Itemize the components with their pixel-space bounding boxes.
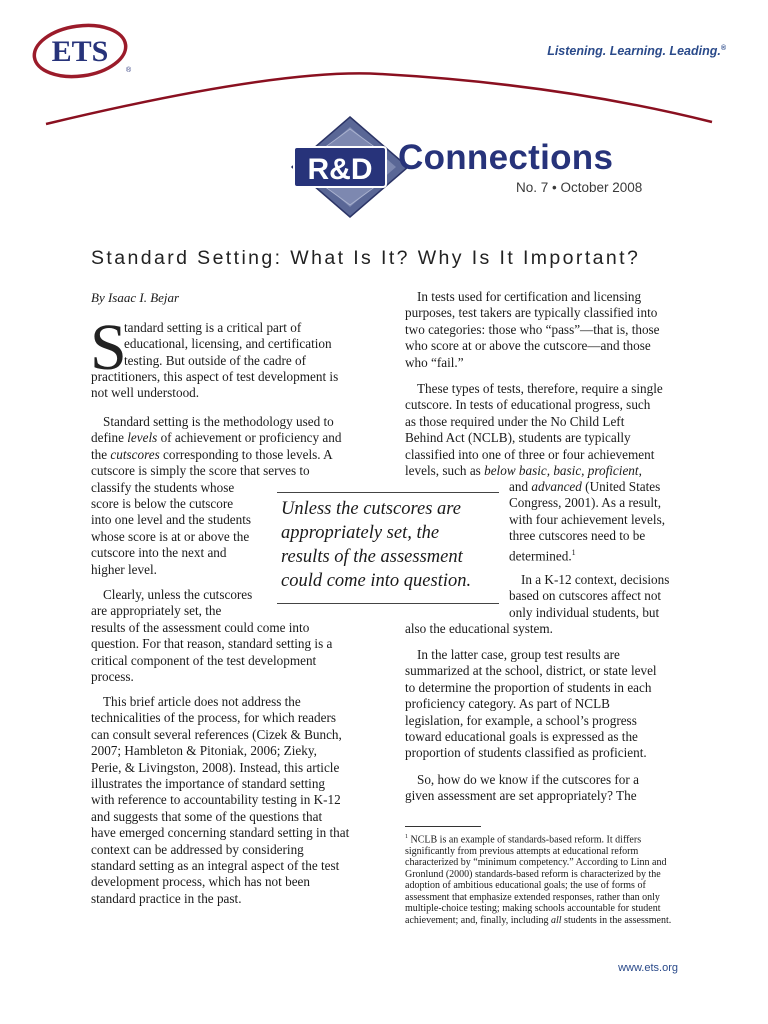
paragraph-group-results: In the latter case, group test results are summarized at the school, district, or state level to determine the proportion of students in each proficiency category. As part of NCLB legislation, for example, a school’s progress toward educational goals is expressed as the proportion of students classified as proficient. (405, 647, 657, 761)
website-link[interactable]: www.ets.org (618, 962, 678, 974)
svg-text:®: ® (126, 67, 132, 74)
publication-title: Connections (398, 138, 614, 177)
paragraph-k12-lines-1-3: In a K-12 context, decisions based on cutscores affect not only individual students, but (509, 572, 670, 620)
paragraph-scope: This brief article does not address the technicalities of the process, for which readers can consult several references (Cizek & Bunch, 2007; Hambleton & Pitoniak, 2006; Zieky, Perie, & Livingston, 2008). Instead, this article illustrates the importance of standard setting with reference to accountability testing in K-12 and suggests that some of the questions that have emerged concerning standard setting in that context can be addressed by considering standard setting as an integral aspect of the test development process, which has not been standard practice in the past. (91, 694, 350, 906)
svg-text:ETS: ETS (51, 35, 109, 68)
paragraph-single-cutscore: These types of tests, therefore, require a single cutscore. In tests of educational progress, such as those required under the No Child Left Behind Act (NCLB), students are typically classified into one of three or four achievement levels, such as below basic, basic, proficient, (405, 381, 663, 479)
paragraph-single-cutscore-tail: and advanced (United States Congress, 2001). As a result, with four achievement levels, three cutscores need to be determined.$^1$ (509, 479, 665, 564)
paragraph-question: So, how do we know if the cutscores for a given assessment are set appropriately? The (405, 772, 639, 804)
paragraph-intro-lines-4-5: practitioners, this aspect of test development is not well understood. (91, 369, 339, 401)
paragraph-intro-lines-1-3: tandard setting is a critical part of educational, licensing, and certification testing. But outside of the cadre of (124, 320, 332, 368)
paragraph-definition: Standard setting is the methodology used to define levels of achievement or proficiency and the cutscores corresponding to those levels. A cutscore is simply the score that serves to classify the students whose score is below the cutscore into one level and the students whose score is at or above the cutscore into the next and higher level. (91, 414, 342, 577)
byline: By Isaac I. Bejar (91, 290, 180, 305)
footnote-ref: 1 (571, 547, 576, 557)
drop-cap: S (90, 311, 127, 384)
footnote-divider (405, 826, 481, 827)
paragraph-k12-line-4: also the educational system. (405, 621, 553, 636)
svg-text:R&D: R&D (307, 153, 373, 186)
paragraph-clearly: Clearly, unless the cutscores are appropriately set, the results of the assessment could come into question. For that reason, standard setting is a critical component of the test development process. (91, 587, 333, 685)
paragraph-certification: In tests used for certification and licensing purposes, test takers are typically classified into two categories: those who “pass”—that is, those who score at or above the cutscore—and those who “fail.” (405, 289, 660, 370)
pull-quote: Unless the cutscores are appropriately set, the results of the assessment could come into question. (277, 492, 499, 604)
issue-info: No. 7 • October 2008 (516, 180, 643, 195)
footnote: $^1$ NCLB is an example of standards-based reform. It differs significantly from previous attempts at educational reform characterized by “minimum competency.” According to Linn and Gronlund (2000) standards-based reform is characterized by the adoption of ambitious educational goals; the use of forms of assessment that emphasize extended responses, rather than only multiple-choice testing; making schools accountable for student achievement; and, finally, including all students in the assessment. (405, 834, 672, 926)
rd-badge (290, 115, 410, 224)
article-title: Standard Setting: What Is It? Why Is It Important? (91, 247, 641, 269)
tagline: Listening. Learning. Leading.® (547, 44, 726, 58)
